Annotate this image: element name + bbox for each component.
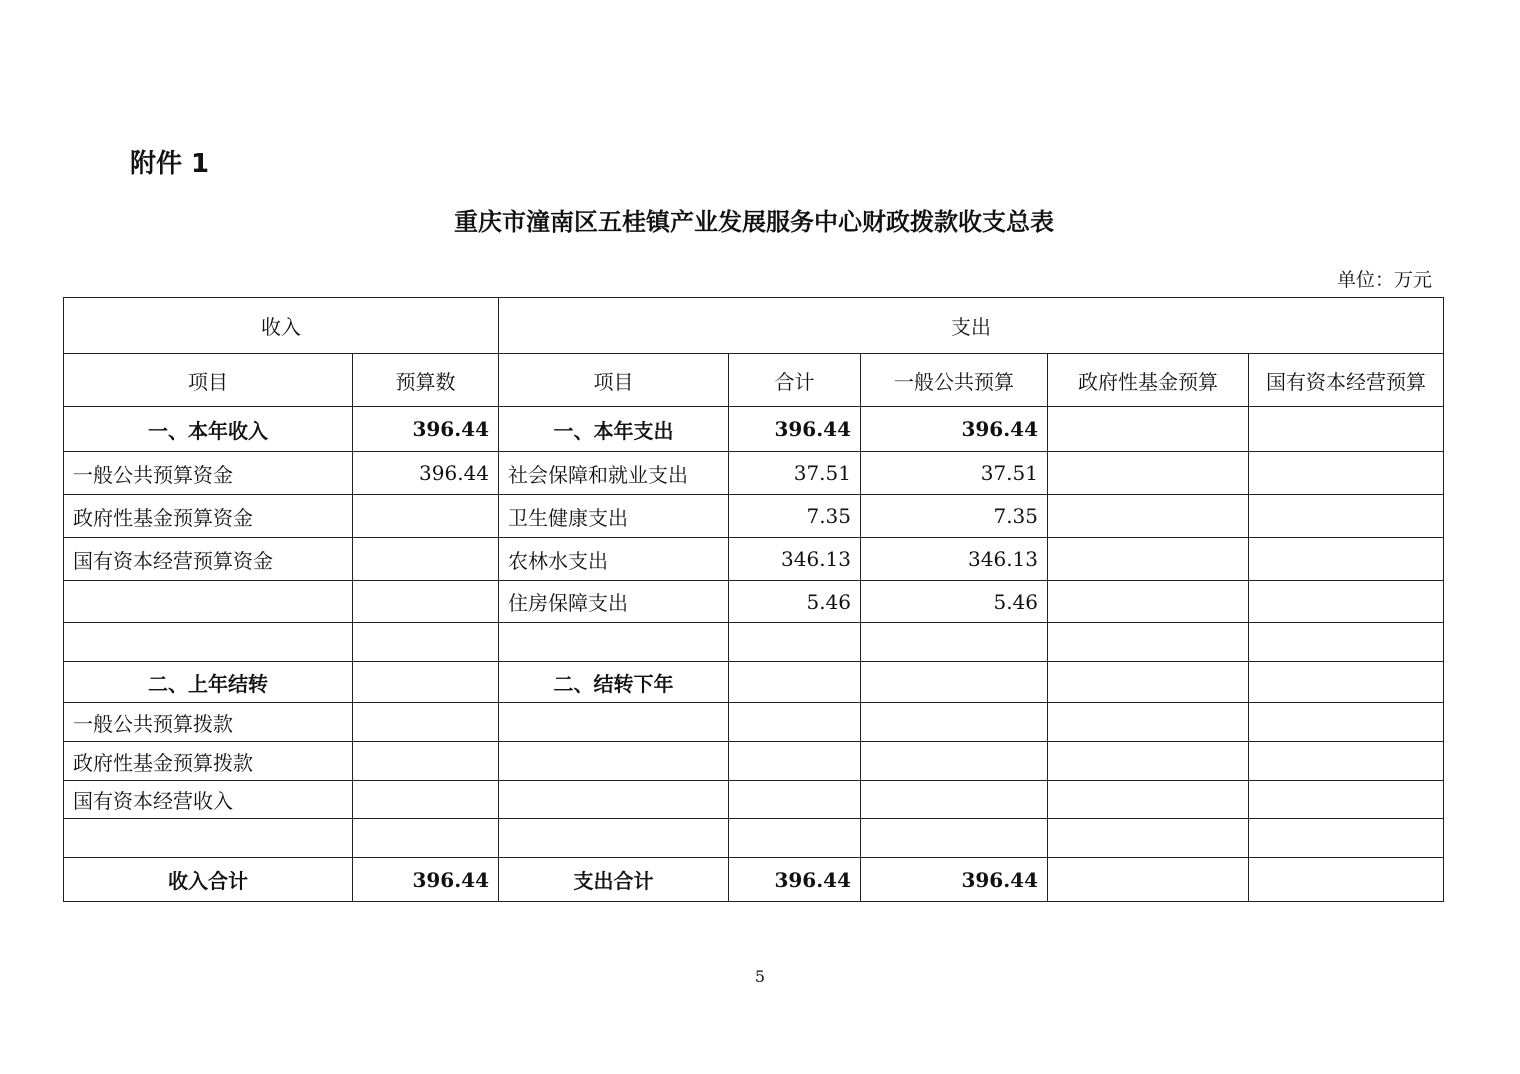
table-row xyxy=(64,742,1444,781)
col-header-expense-item: 项目 xyxy=(499,354,729,407)
income-amount xyxy=(353,538,499,581)
expense-total xyxy=(729,703,861,742)
income-amount xyxy=(353,781,499,819)
expense-gov-fund xyxy=(1048,819,1249,858)
expense-total xyxy=(729,623,861,662)
table-row xyxy=(64,407,1444,452)
income-item xyxy=(64,623,353,662)
table-row xyxy=(64,538,1444,581)
expense-gov-fund xyxy=(1048,662,1249,703)
table-row xyxy=(64,581,1444,623)
group-header-row xyxy=(64,298,1444,354)
expense-general-public xyxy=(861,819,1048,858)
table-row xyxy=(64,819,1444,858)
expense-total-label: 支出合计 xyxy=(499,858,729,902)
expense-state-capital xyxy=(1249,623,1444,662)
expense-item: 卫生健康支出 xyxy=(499,495,729,538)
expense-total: 37.51 xyxy=(729,452,861,495)
expense-total xyxy=(729,742,861,781)
table-row xyxy=(64,703,1444,742)
expense-total xyxy=(729,781,861,819)
expense-gov-fund xyxy=(1048,452,1249,495)
total-row xyxy=(64,858,1444,902)
table-row xyxy=(64,452,1444,495)
expense-state-capital xyxy=(1249,781,1444,819)
expense-general-public: 37.51 xyxy=(861,452,1048,495)
income-total-amount: 396.44 xyxy=(353,858,499,902)
col-header-income-item: 项目 xyxy=(64,354,353,407)
budget-table xyxy=(63,297,1444,902)
expense-total: 7.35 xyxy=(729,495,861,538)
income-item: 政府性基金预算拨款 xyxy=(64,742,353,781)
expense-total: 346.13 xyxy=(729,538,861,581)
income-item xyxy=(64,819,353,858)
expense-state-capital xyxy=(1249,581,1444,623)
expense-item: 二、结转下年 xyxy=(499,662,729,703)
income-item: 国有资本经营预算资金 xyxy=(64,538,353,581)
expense-state-capital xyxy=(1249,452,1444,495)
col-header-budget-amount: 预算数 xyxy=(353,354,499,407)
expense-gov-fund xyxy=(1048,581,1249,623)
income-item: 政府性基金预算资金 xyxy=(64,495,353,538)
income-amount xyxy=(353,703,499,742)
expense-gov-fund xyxy=(1048,703,1249,742)
expense-state-capital xyxy=(1249,538,1444,581)
income-amount: 396.44 xyxy=(353,452,499,495)
expense-item xyxy=(499,781,729,819)
expense-state-capital xyxy=(1249,742,1444,781)
unit-label: 单位：万元 xyxy=(1336,269,1432,291)
expense-group-header: 支出 xyxy=(499,298,1444,354)
income-group-header: 收入 xyxy=(64,298,499,354)
col-header-total: 合计 xyxy=(729,354,861,407)
page-number: 5 xyxy=(754,967,766,986)
expense-item xyxy=(499,703,729,742)
expense-general-public: 346.13 xyxy=(861,538,1048,581)
income-item: 二、上年结转 xyxy=(64,662,353,703)
expense-state-capital xyxy=(1249,495,1444,538)
income-item: 一般公共预算资金 xyxy=(64,452,353,495)
expense-state-capital-total xyxy=(1249,858,1444,902)
income-amount xyxy=(353,662,499,703)
expense-gov-fund xyxy=(1048,495,1249,538)
expense-state-capital xyxy=(1249,703,1444,742)
expense-gov-fund-total xyxy=(1048,858,1249,902)
expense-total xyxy=(729,819,861,858)
income-amount xyxy=(353,495,499,538)
expense-general-public xyxy=(861,662,1048,703)
expense-general-public: 396.44 xyxy=(861,407,1048,452)
expense-general-public: 7.35 xyxy=(861,495,1048,538)
table-row xyxy=(64,623,1444,662)
expense-general-public xyxy=(861,623,1048,662)
table-row xyxy=(64,662,1444,703)
expense-total: 5.46 xyxy=(729,581,861,623)
col-header-gov-fund: 政府性基金预算 xyxy=(1048,354,1249,407)
expense-gov-fund xyxy=(1048,781,1249,819)
expense-item: 住房保障支出 xyxy=(499,581,729,623)
income-amount xyxy=(353,742,499,781)
expense-total-amount: 396.44 xyxy=(729,858,861,902)
expense-gov-fund xyxy=(1048,623,1249,662)
expense-gov-fund xyxy=(1048,742,1249,781)
expense-item xyxy=(499,819,729,858)
expense-gov-fund xyxy=(1048,538,1249,581)
income-item: 一、本年收入 xyxy=(64,407,353,452)
income-item: 一般公共预算拨款 xyxy=(64,703,353,742)
col-header-general-public: 一般公共预算 xyxy=(861,354,1048,407)
expense-item: 一、本年支出 xyxy=(499,407,729,452)
table-row xyxy=(64,781,1444,819)
expense-general-public xyxy=(861,703,1048,742)
income-amount xyxy=(353,623,499,662)
expense-total: 396.44 xyxy=(729,407,861,452)
expense-general-public: 5.46 xyxy=(861,581,1048,623)
expense-gov-fund xyxy=(1048,407,1249,452)
expense-total xyxy=(729,662,861,703)
income-amount xyxy=(353,581,499,623)
document-title: 重庆市潼南区五桂镇产业发展服务中心财政拨款收支总表 xyxy=(454,208,1054,236)
expense-general-public xyxy=(861,781,1048,819)
expense-item xyxy=(499,742,729,781)
expense-general-public-total: 396.44 xyxy=(861,858,1048,902)
col-header-state-capital: 国有资本经营预算 xyxy=(1249,354,1444,407)
income-amount: 396.44 xyxy=(353,407,499,452)
expense-state-capital xyxy=(1249,407,1444,452)
expense-item: 农林水支出 xyxy=(499,538,729,581)
expense-general-public xyxy=(861,742,1048,781)
income-amount xyxy=(353,819,499,858)
income-item xyxy=(64,581,353,623)
income-total-label: 收入合计 xyxy=(64,858,353,902)
expense-state-capital xyxy=(1249,662,1444,703)
expense-state-capital xyxy=(1249,819,1444,858)
income-item: 国有资本经营收入 xyxy=(64,781,353,819)
table-row xyxy=(64,495,1444,538)
attachment-label: 附件 1 xyxy=(130,149,210,179)
expense-item xyxy=(499,623,729,662)
column-header-row xyxy=(64,354,1444,407)
expense-item: 社会保障和就业支出 xyxy=(499,452,729,495)
